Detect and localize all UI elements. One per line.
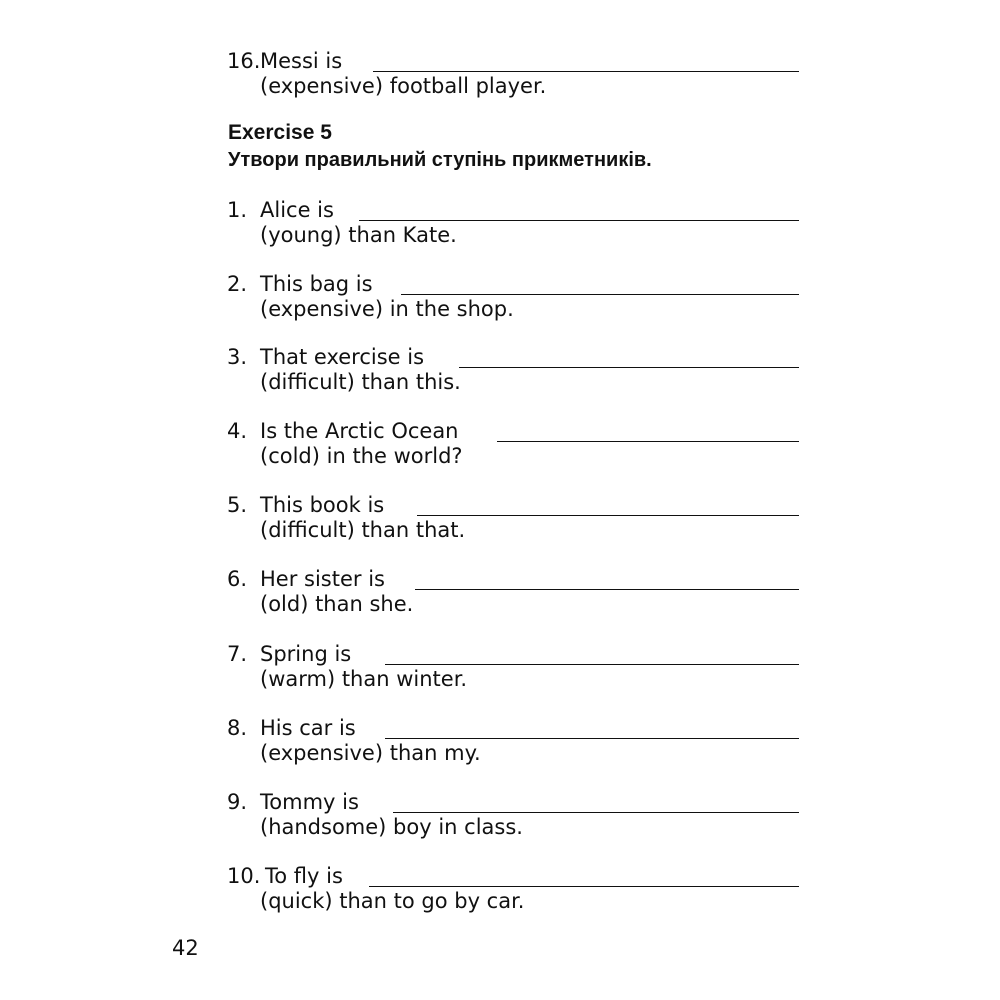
exercise-title: Exercise 5 [228, 121, 332, 144]
item-prompt: That exercise is [260, 345, 425, 369]
item-first-line [227, 48, 799, 74]
item-hint: (expensive) in the shop. [260, 297, 514, 321]
item-first-line [227, 715, 799, 741]
page-number: 42 [172, 936, 199, 960]
item-number: 6. [227, 567, 248, 591]
item-hint: (expensive) football player. [260, 74, 547, 98]
item-number: 9. [227, 790, 248, 814]
answer-blank[interactable] [385, 664, 799, 665]
item-number: 5. [227, 493, 248, 517]
item-first-line [227, 566, 799, 592]
item-prompt: To fly is [265, 864, 343, 888]
item-number: 3. [227, 345, 248, 369]
answer-blank[interactable] [385, 738, 799, 739]
item-prompt: Is the Arctic Ocean [260, 419, 459, 443]
answer-blank[interactable] [459, 367, 799, 368]
exercise-item-9 [227, 789, 799, 843]
answer-blank[interactable] [417, 515, 799, 516]
item-hint: (cold) in the world? [260, 444, 463, 468]
exercise-instruction: Утвори правильний ступінь прикметників. [228, 149, 652, 171]
item-prompt: This book is [260, 493, 385, 517]
item-first-line [227, 789, 799, 815]
exercise-item-6 [227, 566, 799, 620]
item-number: 8. [227, 716, 248, 740]
item-hint: (difficult) than that. [260, 518, 466, 542]
exercise-item-10 [227, 863, 799, 917]
item-first-line [227, 641, 799, 667]
item-hint: (expensive) than my. [260, 741, 481, 765]
item-hint: (difficult) than this. [260, 370, 461, 394]
item-number: 16. [227, 49, 261, 73]
answer-blank[interactable] [369, 886, 799, 887]
exercise-item-5 [227, 492, 799, 546]
item-first-line [227, 344, 799, 370]
answer-blank[interactable] [415, 589, 799, 590]
item-prompt: Tommy is [260, 790, 359, 814]
exercise-item-3 [227, 344, 799, 398]
item-hint: (warm) than winter. [260, 667, 468, 691]
item-number: 10. [227, 864, 261, 888]
item-hint: (quick) than to go by car. [260, 889, 525, 913]
exercise-item-16 [227, 48, 799, 102]
exercise-item-8 [227, 715, 799, 769]
answer-blank[interactable] [401, 294, 799, 295]
exercise-item-2 [227, 271, 799, 325]
item-first-line [227, 271, 799, 297]
item-prompt: This bag is [260, 272, 373, 296]
item-prompt: Alice is [260, 198, 334, 222]
item-prompt: His car is [260, 716, 356, 740]
item-hint: (old) than she. [260, 592, 414, 616]
item-hint: (handsome) boy in class. [260, 815, 523, 839]
exercise-item-4 [227, 418, 799, 472]
item-prompt: Spring is [260, 642, 352, 666]
item-first-line [227, 418, 799, 444]
item-first-line [227, 197, 799, 223]
answer-blank[interactable] [497, 441, 799, 442]
item-prompt: Her sister is [260, 567, 385, 591]
answer-blank[interactable] [359, 220, 799, 221]
item-hint: (young) than Kate. [260, 223, 457, 247]
item-number: 7. [227, 642, 248, 666]
item-number: 2. [227, 272, 248, 296]
item-number: 4. [227, 419, 248, 443]
item-number: 1. [227, 198, 248, 222]
exercise-item-7 [227, 641, 799, 695]
item-first-line [227, 863, 799, 889]
answer-blank[interactable] [373, 71, 799, 72]
exercise-item-1 [227, 197, 799, 251]
item-prompt: Messi is [260, 49, 343, 73]
answer-blank[interactable] [393, 812, 799, 813]
item-first-line [227, 492, 799, 518]
